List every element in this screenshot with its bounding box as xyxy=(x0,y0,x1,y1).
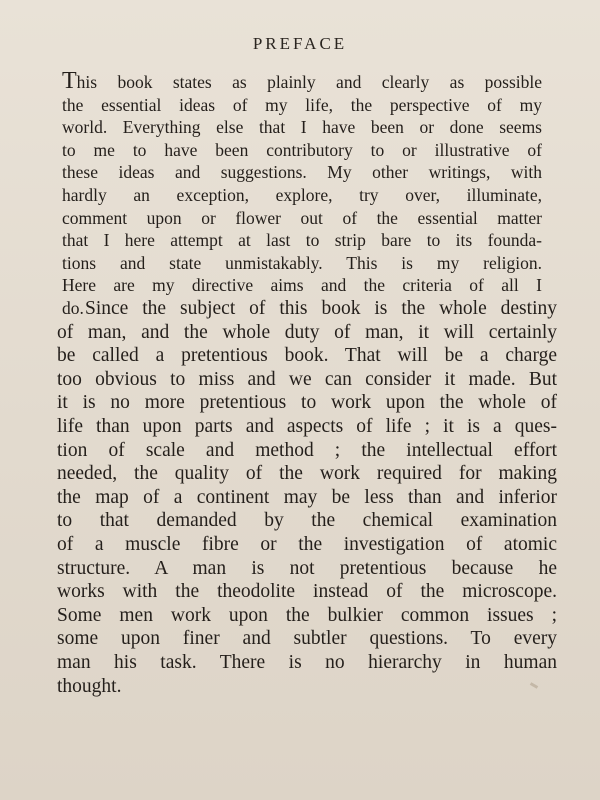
text-line: of a muscle fibre or the investigation of atomic xyxy=(57,533,557,555)
paragraph-1 xyxy=(62,69,542,320)
text-line: hardly an exception, explore, try over, illuminate, xyxy=(62,184,542,205)
text-line: tions and state unmistakably. This is my religion. xyxy=(62,252,542,273)
text-line xyxy=(62,69,542,94)
text-line: do. xyxy=(62,297,84,318)
text-line: tion of scale and method ; the intellectual effort xyxy=(57,439,557,461)
text-line: comment upon or flower out of the essential matter xyxy=(62,207,542,228)
text-line: Since the subject of this book is the whole destiny xyxy=(85,298,557,319)
drop-cap: T xyxy=(62,68,77,94)
text-line: too obvious to miss and we can consider it made. But xyxy=(57,368,557,390)
text-line: the essential ideas of my life, the perspective of my xyxy=(62,94,542,115)
text-line: these ideas and suggestions. My other writings, with xyxy=(62,162,542,183)
text-line: Here are my directive aims and the criteria of all I xyxy=(62,275,542,296)
text-line: that I here attempt at last to strip bare to its founda- xyxy=(62,230,542,251)
text-line: some upon finer and subtler questions. To every xyxy=(57,628,557,650)
text-line: needed, the quality of the work required for making xyxy=(57,463,557,485)
text-line: life than upon parts and aspects of life ; it is a ques- xyxy=(57,415,557,437)
text-line: to me to have been contributory to or illustrative of xyxy=(62,139,542,160)
text-line: be called a pretentious book. That will be a charge xyxy=(57,345,557,367)
page-title: PREFACE xyxy=(252,34,348,53)
text-line: of man, and the whole duty of man, it will certainly xyxy=(57,321,557,343)
text-line: structure. A man is not pretentious because he xyxy=(57,557,557,579)
text-line-content: his book states as plainly and clearly as possible xyxy=(76,72,542,92)
text-line: works with the theodolite instead of the microscope. xyxy=(57,581,557,603)
text-line: to that demanded by the chemical examination xyxy=(57,510,557,532)
text-line: Some men work upon the bulkier common issues ; xyxy=(57,604,557,626)
text-line: thought. xyxy=(57,675,122,697)
text-line: man his task. There is no hierarchy in human xyxy=(57,651,557,673)
text-line: the map of a continent may be less than and inferior xyxy=(57,486,557,508)
text-line: it is no more pretentious to work upon the whole of xyxy=(57,392,557,414)
paragraph-2 xyxy=(57,297,557,698)
text-line: world. Everything else that I have been or done seems xyxy=(62,117,542,138)
